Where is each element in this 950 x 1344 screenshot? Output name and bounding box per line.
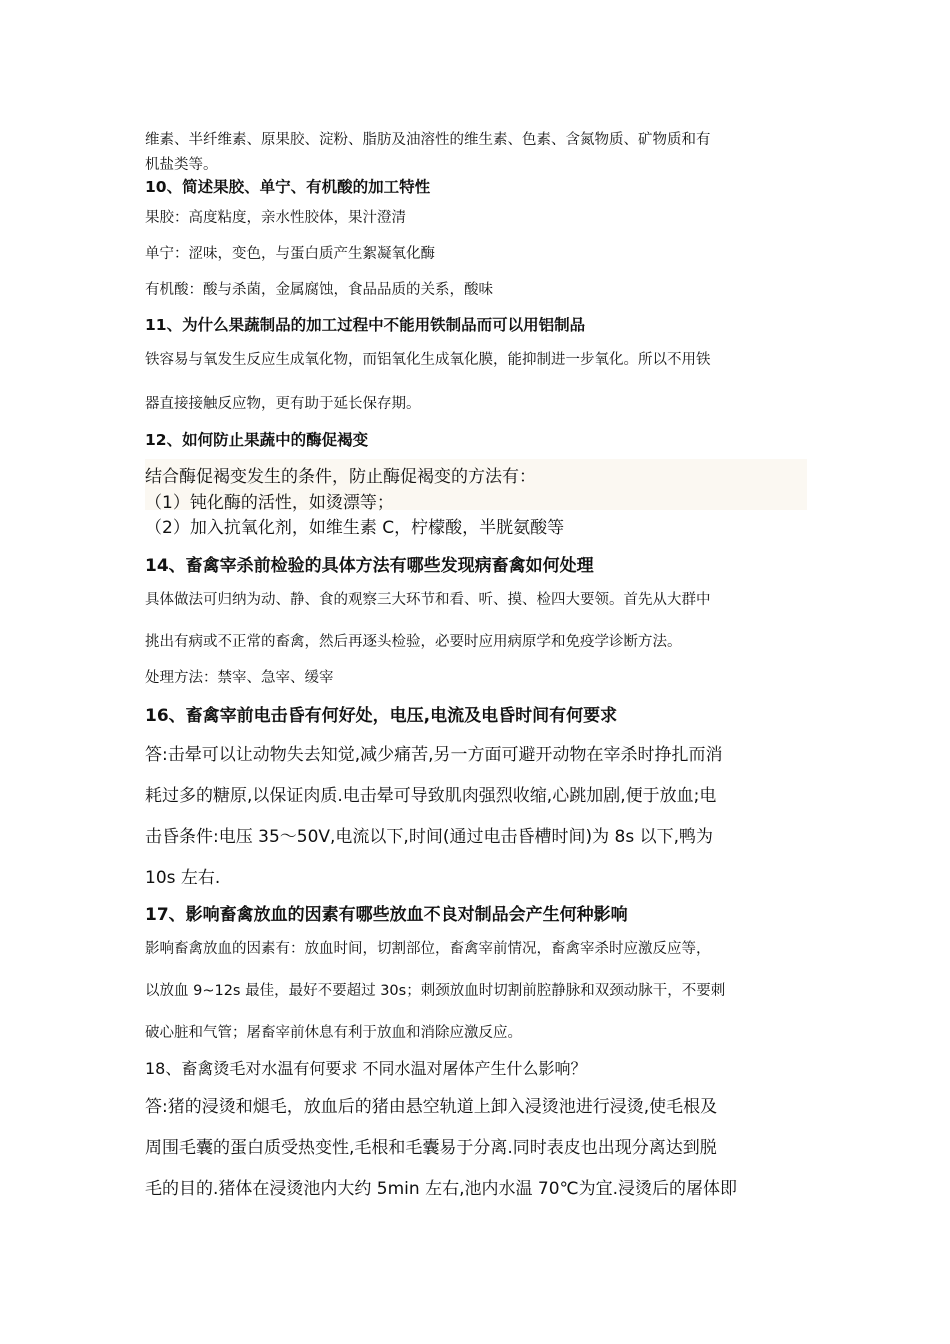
text-line: 维素、半纤维素、原果胶、淀粉、脂肪及油溶性的维生素、色素、含氮物质、矿物质和有 — [145, 132, 711, 148]
text-line: 周围毛囊的蛋白质受热变性,毛根和毛囊易于分离.同时表皮也出现分离达到脱 — [145, 1138, 717, 1158]
question-heading-10: 10、简述果胶、单宁、有机酸的加工特性 — [145, 178, 431, 196]
question-heading-17: 17、影响畜禽放血的因素有哪些放血不良对制品会产生何种影响 — [145, 905, 628, 925]
text-line: 答:击晕可以让动物失去知觉,减少痛苦,另一方面可避开动物在宰杀时挣扎而消 — [145, 745, 723, 765]
question-heading-11: 11、为什么果蔬制品的加工过程中不能用铁制品而可以用铝制品 — [145, 316, 586, 334]
text-line: 破心脏和气管；屠畜宰前休息有利于放血和消除应激反应。 — [145, 1025, 522, 1041]
text-line: 击昏条件:电压 35～50V,电流以下,时间(通过电击昏槽时间)为 8s 以下,鸭为 — [145, 827, 713, 847]
text-line: 耗过多的糖原,以保证肉质.电击晕可导致肌肉强烈收缩,心跳加剧,便于放血;电 — [145, 786, 717, 806]
text-line: 机盐类等。 — [145, 157, 218, 173]
text-line: 有机酸：酸与杀菌，金属腐蚀，食品品质的关系，酸味 — [145, 282, 493, 298]
text-line: 单宁：涩味，变色，与蛋白质产生絮凝氧化酶 — [145, 246, 435, 262]
text-line: 具体做法可归纳为动、静、食的观察三大环节和看、听、摸、检四大要领。首先从大群中 — [145, 592, 711, 608]
text-line: （1）钝化酶的活性，如烫漂等； — [145, 493, 394, 513]
text-line: 挑出有病或不正常的畜禽，然后再逐头检验，必要时应用病原学和免疫学诊断方法。 — [145, 634, 682, 650]
text-line: 毛的目的.猪体在浸烫池内大约 5min 左右,池内水温 70℃为宜.浸烫后的屠体即 — [145, 1179, 738, 1199]
question-heading-14: 14、畜禽宰杀前检验的具体方法有哪些发现病畜禽如何处理 — [145, 556, 594, 576]
question-heading-18: 18、畜禽烫毛对水温有何要求 不同水温对屠体产生什么影响？ — [145, 1059, 587, 1078]
text-line: 以放血 9~12s 最佳，最好不要超过 30s；刺颈放血时切割前腔静脉和双颈动脉干，不要刺 — [145, 983, 726, 999]
text-line: 结合酶促褐变发生的条件，防止酶促褐变的方法有： — [145, 467, 536, 487]
text-line: 10s 左右. — [145, 868, 221, 888]
text-line: 影响畜禽放血的因素有：放血时间，切割部位，畜禽宰前情况，畜禽宰杀时应激反应等， — [145, 941, 711, 957]
question-heading-16: 16、畜禽宰前电击昏有何好处，电压,电流及电昏时间有何要求 — [145, 706, 618, 726]
text-line: 铁容易与氧发生反应生成氧化物，而铝氧化生成氧化膜，能抑制进一步氧化。所以不用铁 — [145, 352, 711, 368]
text-line: 答:猪的浸烫和煺毛，放血后的猪由悬空轨道上卸入浸烫池进行浸烫,使毛根及 — [145, 1097, 718, 1117]
text-line: （2）加入抗氧化剂，如维生素 C，柠檬酸，半胱氨酸等 — [145, 518, 565, 538]
text-line: 处理方法：禁宰、急宰、缓宰 — [145, 670, 334, 686]
text-line: 果胶：高度粘度，亲水性胶体，果汁澄清 — [145, 210, 406, 226]
question-heading-12: 12、如何防止果蔬中的酶促褐变 — [145, 431, 369, 449]
text-line: 器直接接触反应物，更有助于延长保存期。 — [145, 396, 421, 412]
